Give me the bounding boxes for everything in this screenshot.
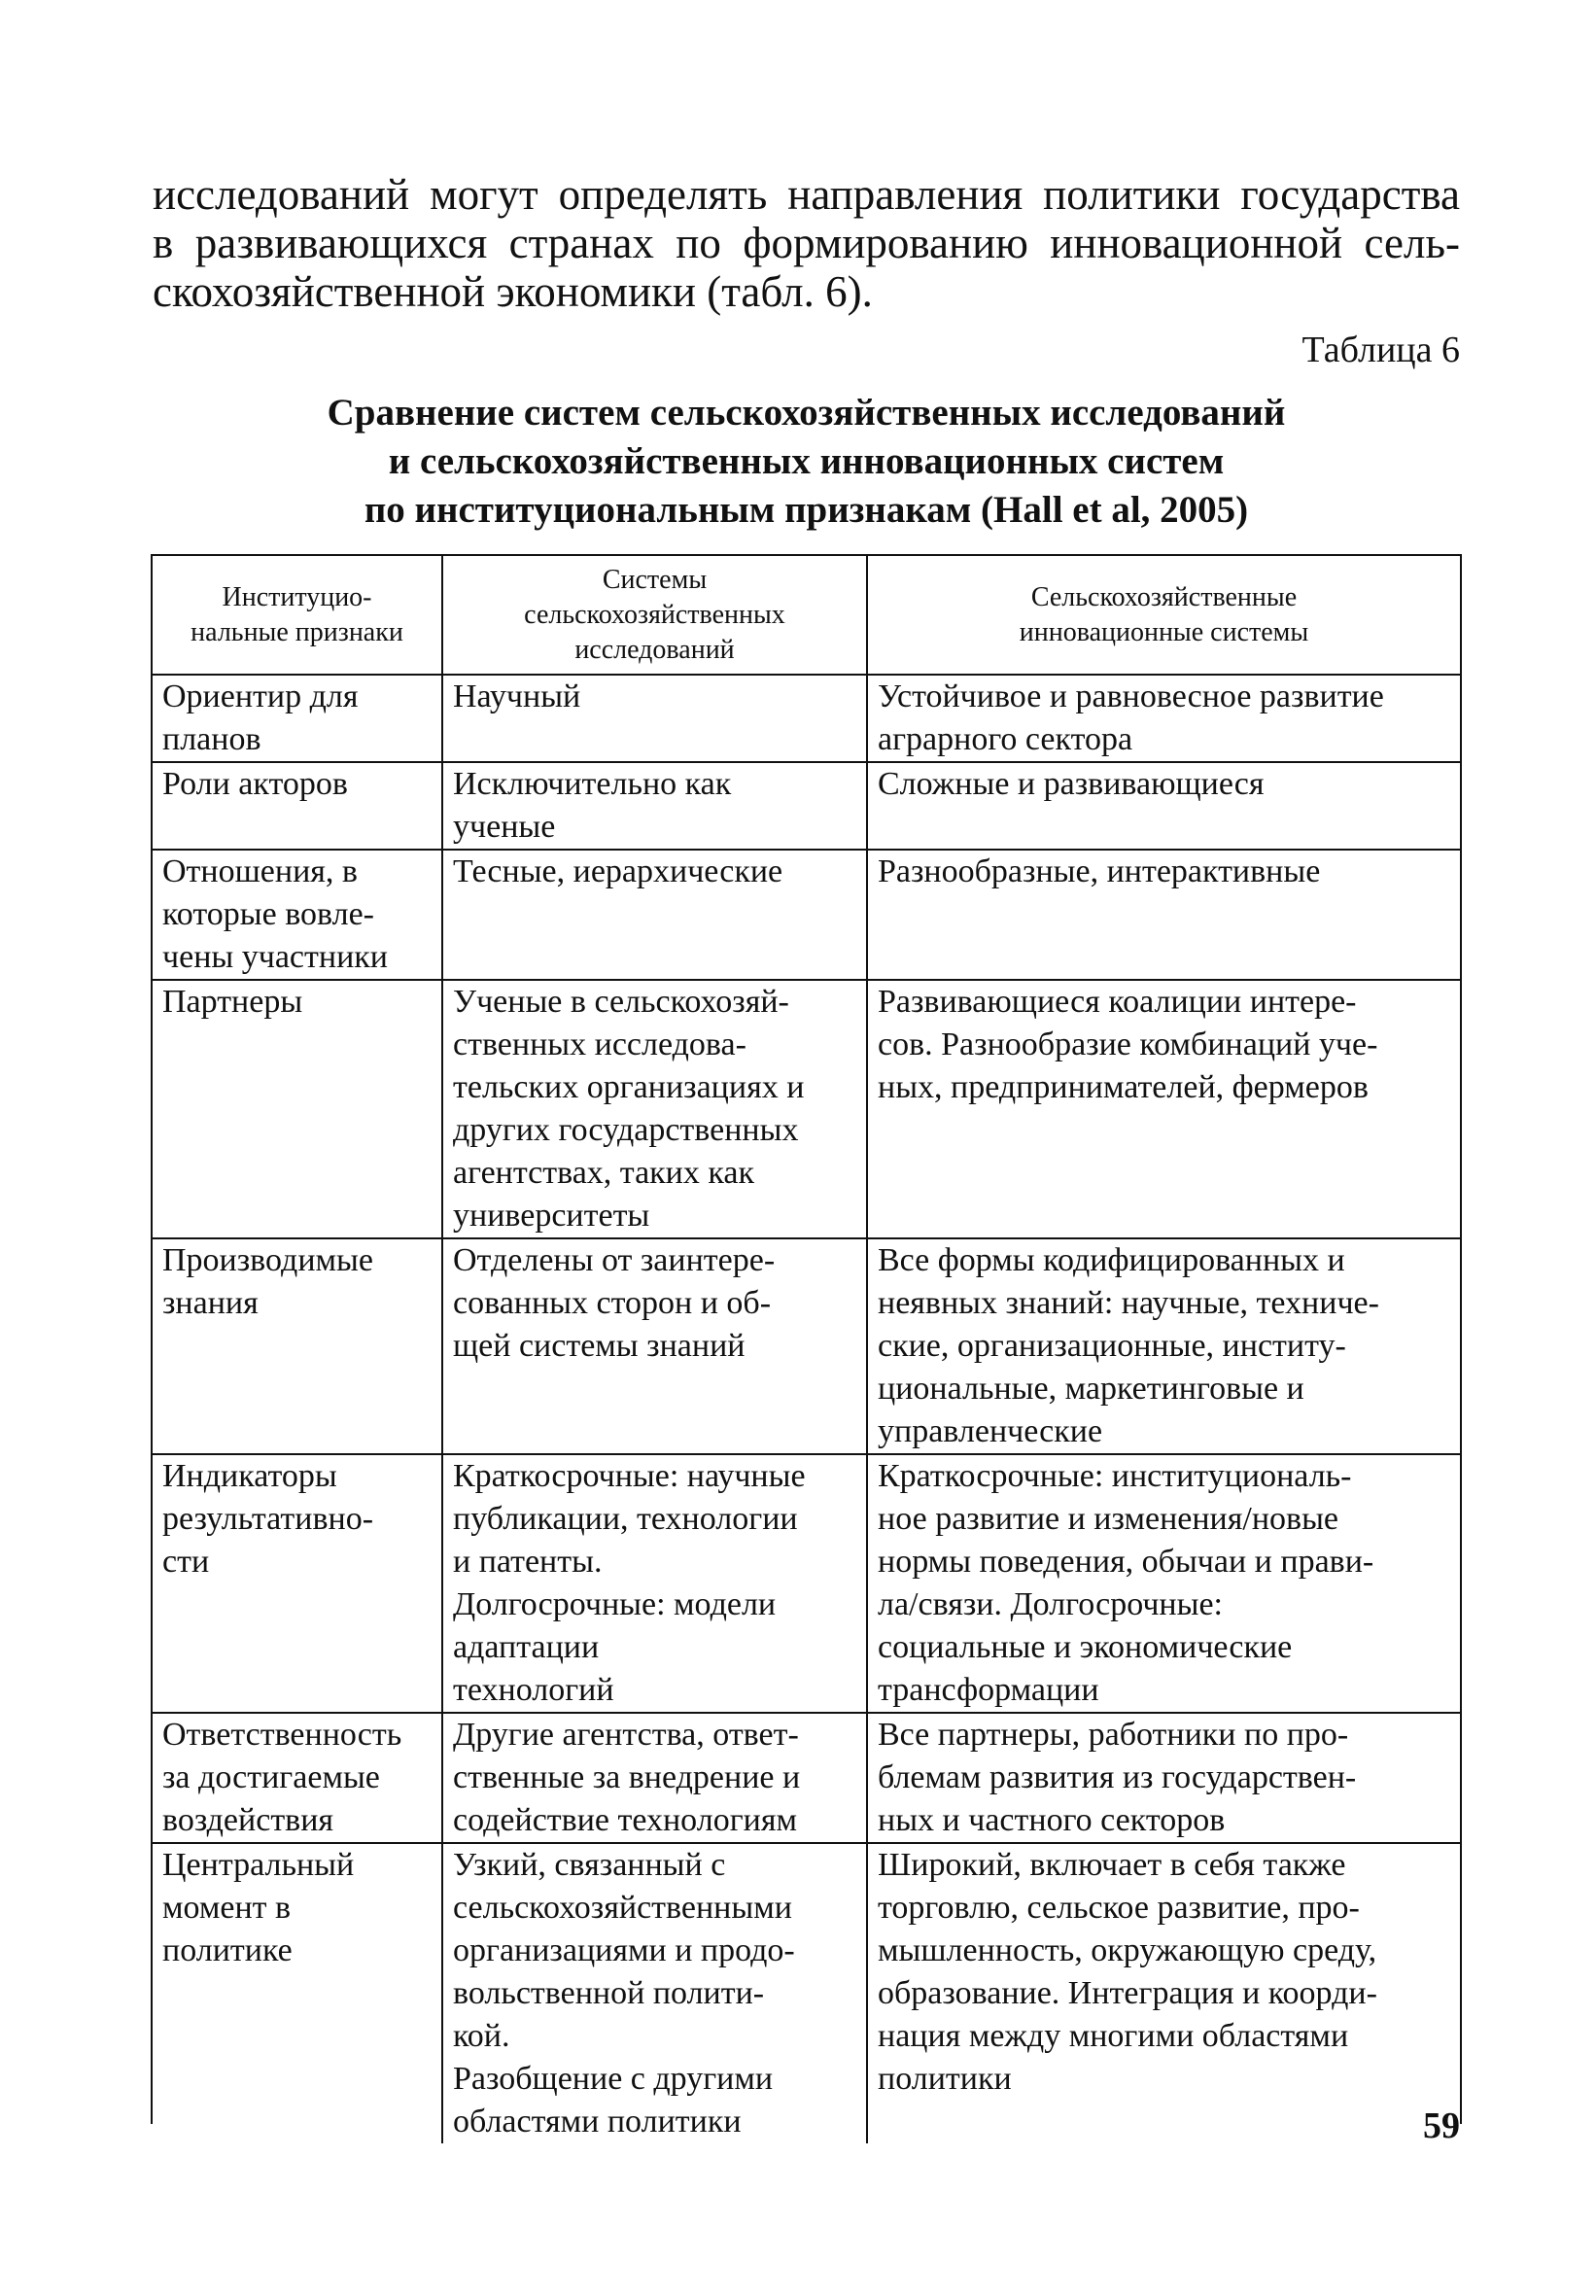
header-line: Сельскохозяйственные [1030,581,1298,612]
innovation-systems-cell [867,980,1460,1238]
cell-line: Ученые в сельскохозяй- [453,984,789,1020]
innovation-systems-cell [867,762,1460,850]
caption-line: Сравнение систем сельскохозяйственных исследований [327,392,1286,434]
cell-line: знания [162,1285,259,1321]
cell-line: Производимые [162,1242,373,1278]
cell-line: организациями и продо- [453,1932,795,1968]
header-line: инновационные системы [1019,616,1309,647]
caption-line: по институциональным признакам (Hall et al, 2005) [364,489,1249,531]
table-row [153,850,1460,980]
cell-line: Научный [453,678,581,714]
cell-line: нормы поведения, обычаи и прави- [878,1544,1374,1580]
cell-line: Краткосрочные: научные [453,1458,806,1494]
cell-line: Отделены от заинтере- [453,1242,776,1278]
table-number-label: Таблица 6 [1301,330,1460,370]
cell-line: управленческие [878,1413,1103,1449]
header-institutional-features [153,556,442,675]
header-line: Системы [602,564,708,595]
cell-line: ственных исследова- [453,1026,746,1062]
intro-paragraph [153,170,1460,316]
innovation-systems-cell [867,1713,1460,1843]
cell-line: которые вовле- [162,896,374,932]
row-feature-cell [153,850,442,980]
header-innovation-systems [867,556,1460,675]
cell-line: воздействия [162,1802,334,1838]
research-systems-cell [442,762,867,850]
table-row [153,1238,1460,1454]
cell-line: момент в [162,1890,292,1926]
header-line: исследований [574,634,735,665]
table-row [153,675,1460,762]
cell-line: за достигаемые [162,1759,380,1795]
cell-line: аграрного сектора [878,721,1133,757]
cell-line: Сложные и развивающиеся [878,766,1265,802]
intro-line: в развивающихся странах по формированию инновационной сель- [153,219,1460,267]
cell-line: ученые [453,809,556,845]
caption-line: и сельскохозяйственных инновационных систем [388,440,1225,482]
cell-line: Узкий, связанный с [453,1847,726,1883]
cell-line: содействие технологиям [453,1802,797,1838]
cell-line: Партнеры [162,984,303,1020]
table-row [153,1454,1460,1713]
cell-line: ное развитие и изменения/новые [878,1501,1339,1537]
cell-line: ных и частного секторов [878,1802,1226,1838]
table-row [153,980,1460,1238]
cell-line: Все партнеры, работники по про- [878,1717,1349,1753]
research-systems-cell [442,850,867,980]
cell-line: социальные и экономические [878,1629,1293,1665]
cell-line: планов [162,721,261,757]
cell-line: торговлю, сельское развитие, про- [878,1890,1360,1926]
table-row [153,762,1460,850]
cell-line: циональные, маркетинговые и [878,1371,1304,1407]
row-feature-cell [153,1238,442,1454]
cell-line: ственные за внедрение и [453,1759,801,1795]
cell-line: мышленность, окружающую среду, [878,1932,1377,1968]
header-line: нальные признаки [191,616,403,647]
cell-line: сельскохозяйственными [453,1890,792,1926]
page-number: 59 [1423,2105,1460,2146]
cell-line: политики [878,2061,1012,2097]
research-systems-cell [442,980,867,1238]
cell-line: Устойчивое и равновесное развитие [878,678,1384,714]
row-feature-cell [153,1843,442,2143]
table-row [153,1713,1460,1843]
header-research-systems [442,556,867,675]
cell-line: блемам развития из государствен- [878,1759,1357,1795]
cell-line: результативно- [162,1501,374,1537]
cell-line: политике [162,1932,293,1968]
cell-line: ские, организационные, институ- [878,1328,1346,1364]
cell-line: и патенты. [453,1544,603,1580]
cell-line: нация между многими областями [878,2018,1349,2054]
innovation-systems-cell [867,675,1460,762]
cell-line: Индикаторы [162,1458,337,1494]
cell-line: Краткосрочные: институциональ- [878,1458,1352,1494]
cell-line: тельских организациях и [453,1069,805,1105]
cell-line: Долгосрочные: модели [453,1586,777,1622]
table-header-row [153,556,1460,675]
cell-line: ла/связи. Долгосрочные: [878,1586,1224,1622]
row-feature-cell [153,762,442,850]
cell-line: Широкий, включает в себя также [878,1847,1346,1883]
cell-line: Ориентир для [162,678,359,714]
row-feature-cell [153,980,442,1238]
research-systems-cell [442,675,867,762]
table-caption [153,389,1460,535]
cell-line: Отношения, в [162,853,358,889]
innovation-systems-cell [867,1454,1460,1713]
cell-line: Все формы кодифицированных и [878,1242,1345,1278]
cell-line: неявных знаний: научные, техниче- [878,1285,1379,1321]
innovation-systems-cell [867,1238,1460,1454]
row-feature-cell [153,1454,442,1713]
cell-line: агентствах, таких как [453,1155,754,1191]
cell-line: Ответственность [162,1717,402,1753]
cell-line: Другие агентства, ответ- [453,1717,799,1753]
cell-line: Центральный [162,1847,355,1883]
cell-line: образование. Интеграция и коорди- [878,1975,1377,2011]
comparison-table [153,556,1460,2143]
cell-line: ных, предпринимателей, фермеров [878,1069,1369,1105]
cell-line: Тесные, иерархические [453,853,783,889]
cell-line: щей системы знаний [453,1328,746,1364]
cell-line: вольственной полити- [453,1975,765,2011]
cell-line: университеты [453,1198,650,1234]
intro-line: исследований могут определять направления политики государства [153,170,1460,219]
cell-line: сов. Разнообразие комбинаций уче- [878,1026,1378,1062]
cell-line: Разобщение с другими [453,2061,774,2097]
cell-line: сованных сторон и об- [453,1285,772,1321]
innovation-systems-cell [867,1843,1460,2143]
cell-line: чены участники [162,939,388,975]
intro-line: скохозяйственной экономики (табл. 6). [153,267,873,316]
cell-line: Роли акторов [162,766,348,802]
cell-line: публикации, технологии [453,1501,798,1537]
cell-line: Разнообразные, интерактивные [878,853,1321,889]
research-systems-cell [442,1454,867,1713]
cell-line: сти [162,1544,210,1580]
research-systems-cell [442,1843,867,2143]
row-feature-cell [153,1713,442,1843]
cell-line: других государственных [453,1112,799,1148]
cell-line: адаптации [453,1629,600,1665]
cell-line: технологий [453,1672,614,1708]
table-row [153,1843,1460,2143]
cell-line: Развивающиеся коалиции интере- [878,984,1357,1020]
row-feature-cell [153,675,442,762]
cell-line: кой. [453,2018,510,2054]
cell-line: Исключительно как [453,766,732,802]
header-line: Институцио- [222,581,372,612]
cell-line: трансформации [878,1672,1099,1708]
cell-line: областями политики [453,2104,742,2139]
header-line: сельскохозяйственных [524,599,785,630]
research-systems-cell [442,1238,867,1454]
research-systems-cell [442,1713,867,1843]
innovation-systems-cell [867,850,1460,980]
